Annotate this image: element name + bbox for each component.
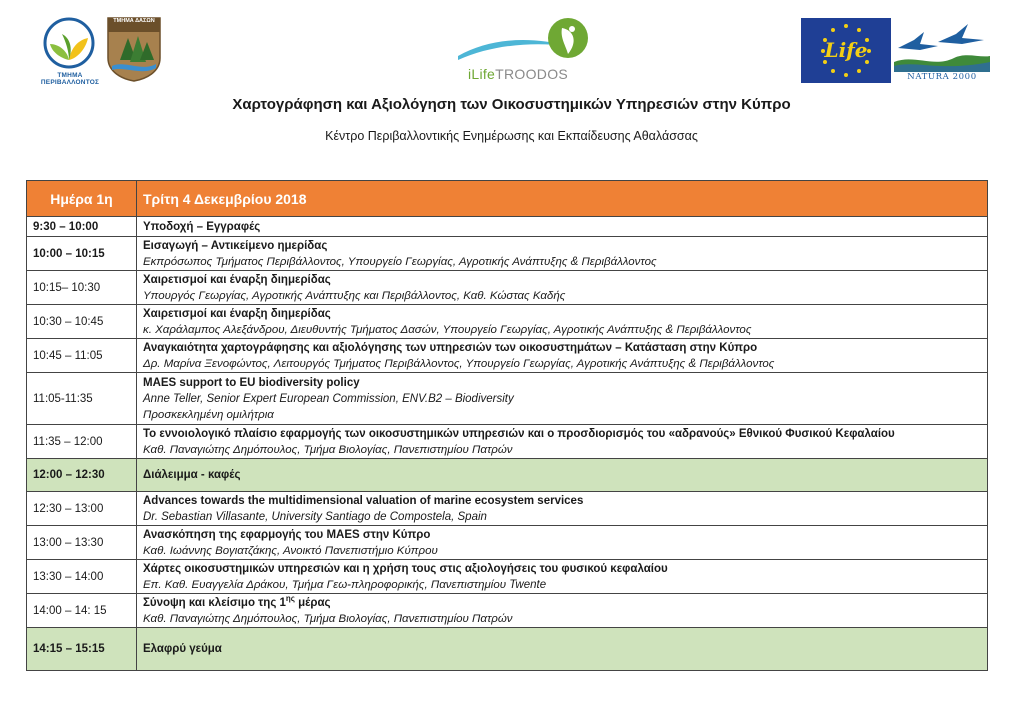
environment-department-logo	[36, 16, 102, 84]
agenda-table	[26, 180, 988, 671]
ilife-troodos-label	[458, 66, 578, 82]
session-title: Χάρτες οικοσυστημικών υπηρεσιών και η χρήση τους στις αξιολογήσεις του φυσικού κεφαλαίου	[143, 562, 668, 575]
agenda-row	[27, 237, 988, 271]
session-speaker: Καθ. Παναγιώτης Δημόπουλος, Τμήμα Βιολογίας, Πανεπιστημίου Πατρών	[143, 612, 513, 625]
session-speaker: Dr. Sebastian Villasante, University Santiago de Compostela, Spain	[143, 510, 487, 523]
agenda-row	[27, 594, 988, 628]
session-details	[137, 628, 988, 671]
page-subtitle: Κέντρο Περιβαλλοντικής Ενημέρωσης και Εκπαίδευσης Αθαλάσσας	[325, 129, 698, 143]
session-note: Προσκεκλημένη ομιλήτρια	[143, 408, 274, 421]
session-details	[137, 594, 988, 628]
session-details	[137, 526, 988, 560]
session-speaker: Καθ. Παναγιώτης Δημόπουλος, Τμήμα Βιολογίας, Πανεπιστημίου Πατρών	[143, 443, 513, 456]
session-time: 11:05-11:35	[27, 373, 137, 425]
session-time: 12:30 – 13:00	[27, 492, 137, 526]
agenda-header-row	[27, 181, 988, 217]
session-title-part: Σύνοψη και κλείσιμο της 1	[143, 596, 286, 609]
environment-leaf-icon	[36, 16, 102, 72]
session-title: Advances towards the multidimensional valuation of marine ecosystem services	[143, 494, 584, 507]
environment-department-label: ΤΜΗΜΑ ΠΕΡΙΒΑΛΛΟΝΤΟΣ	[40, 72, 100, 86]
session-time: 13:30 – 14:00	[27, 560, 137, 594]
session-title: Διάλειμμα - καφές	[143, 469, 241, 481]
session-title: Ανασκόπηση της εφαρμογής του MAES στην Κύπρο	[143, 528, 431, 541]
session-time: 13:00 – 13:30	[27, 526, 137, 560]
page-title: Χαρτογράφηση και Αξιολόγηση των Οικοσυστημικών Υπηρεσιών στην Κύπρο	[232, 96, 791, 113]
session-details	[137, 339, 988, 373]
session-time: 10:45 – 11:05	[27, 339, 137, 373]
session-time: 11:35 – 12:00	[27, 425, 137, 459]
session-details	[137, 560, 988, 594]
agenda-row	[27, 339, 988, 373]
session-time: 12:00 – 12:30	[27, 459, 137, 492]
forest-shield-icon	[106, 16, 162, 82]
session-title: MAES support to EU biodiversity policy	[143, 376, 360, 389]
agenda-row	[27, 459, 988, 492]
session-speaker: Εκπρόσωπος Τμήματος Περιβάλλοντος, Υπουργείο Γεωργίας, Αγροτικής Ανάπτυξης & Περιβάλλοντος	[143, 255, 657, 268]
agenda-row	[27, 271, 988, 305]
life-label: Life	[824, 38, 868, 62]
session-title: Εισαγωγή – Αντικείμενο ημερίδας	[143, 239, 328, 252]
session-speaker: κ. Χαράλαμπος Αλεξάνδρου, Διευθυντής Τμήματος Δασών, Υπουργείο Γεωργίας, Αγροτικής Ανάπτυξης & Περιβάλλοντος	[143, 323, 752, 336]
logo-bar	[0, 0, 1023, 90]
session-title: Αναγκαιότητα χαρτογράφησης και αξιολόγησης των υπηρεσιών των οικοσυστημάτων – Κατάσταση στην Κύπρο	[143, 341, 758, 354]
session-speaker: Δρ. Μαρίνα Ξενοφώντος, Λειτουργός Τμήματος Περιβάλλοντος, Υπουργείο Γεωργίας, Αγροτικής Ανάπτυξης & Περιβάλλοντος	[143, 357, 775, 370]
agenda-row	[27, 526, 988, 560]
session-speaker: Καθ. Ιωάννης Βογιατζάκης, Ανοικτό Πανεπιστήμιο Κύπρου	[143, 544, 438, 557]
session-time: 10:30 – 10:45	[27, 305, 137, 339]
session-details	[137, 271, 988, 305]
date-label: Τρίτη 4 Δεκεμβρίου 2018	[137, 181, 988, 217]
session-details	[137, 305, 988, 339]
session-title	[143, 595, 981, 611]
eu-life-logo	[801, 18, 891, 83]
session-title-part: ης	[285, 593, 295, 603]
agenda-row	[27, 305, 988, 339]
session-time: 14:00 – 14: 15	[27, 594, 137, 628]
session-title-part: μέρας	[294, 596, 331, 609]
ilife-troodos-logo	[450, 16, 596, 82]
natura-birds-icon	[894, 18, 990, 72]
session-details	[137, 425, 988, 459]
session-details	[137, 237, 988, 271]
forest-department-logo	[106, 16, 162, 82]
session-title: Χαιρετισμοί και έναρξη διημερίδας	[143, 273, 331, 286]
agenda-row	[27, 560, 988, 594]
agenda-row	[27, 373, 988, 425]
session-details	[137, 373, 988, 425]
session-time: 10:15– 10:30	[27, 271, 137, 305]
session-speaker: Υπουργός Γεωργίας, Αγροτικής Ανάπτυξης και Περιβάλλοντος, Καθ. Κώστας Καδής	[143, 289, 566, 302]
session-title: Ελαφρύ γεύμα	[143, 643, 222, 655]
agenda-row	[27, 425, 988, 459]
ilife-swoosh-icon	[450, 16, 596, 66]
session-title: Υποδοχή – Εγγραφές	[143, 220, 261, 233]
ilife-prefix: iLife	[467, 66, 496, 82]
session-title: Το εννοιολογικό πλαίσιο εφαρμογής των οικοσυστημικών υπηρεσιών και ο προσδιορισμός του «αδρανούς» Εθνικού Φυσικού Κεφαλαίου	[143, 427, 895, 440]
forest-department-label: ΤΜΗΜΑ ΔΑΣΩΝ	[113, 18, 155, 24]
session-details	[137, 459, 988, 492]
natura-label: NATURA 2000	[907, 72, 977, 82]
session-speaker: Επ. Καθ. Ευαγγελία Δράκου, Τμήμα Γεω-πληροφορικής, Πανεπιστημίου Twente	[143, 578, 547, 591]
session-time: 14:15 – 15:15	[27, 628, 137, 671]
agenda-row	[27, 492, 988, 526]
session-time: 9:30 – 10:00	[27, 217, 137, 237]
agenda-row	[27, 628, 988, 671]
natura-2000-logo	[894, 18, 990, 83]
session-details	[137, 492, 988, 526]
session-title: Χαιρετισμοί και έναρξη διημερίδας	[143, 307, 331, 320]
ilife-name: TROODOS	[495, 66, 569, 82]
day-label: Ημέρα 1η	[27, 181, 137, 217]
session-speaker: Anne Teller, Senior Expert European Commission, ENV.B2 – Biodiversity	[143, 392, 514, 405]
session-details	[137, 217, 988, 237]
agenda-row	[27, 217, 988, 237]
session-time: 10:00 – 10:15	[27, 237, 137, 271]
